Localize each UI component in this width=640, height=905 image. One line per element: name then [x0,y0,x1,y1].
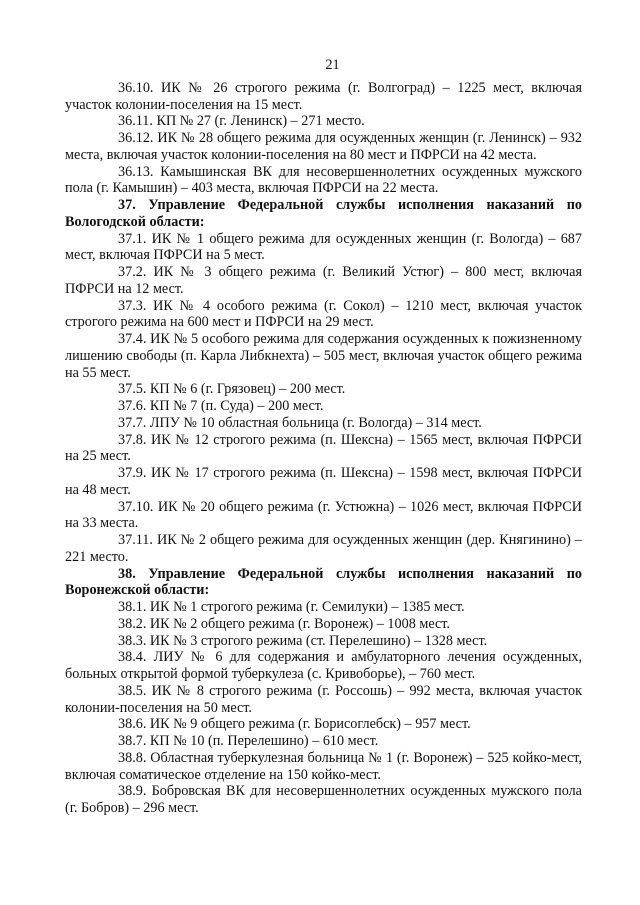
list-item: 37.10. ИК № 20 общего режима (г. Устюжна) – 1026 мест, включая ПФРСИ на 33 места. [65,498,582,532]
list-item: 38.2. ИК № 2 общего режима (г. Воронеж) – 1008 мест. [118,615,450,632]
list-item: 37.6. КП № 7 (п. Суда) – 200 мест. [118,398,324,414]
section-heading: 38. Управление Федеральной службы исполнения наказаний по Воронежской области: [65,565,582,599]
list-item: 38.8. Областная туберкулезная больница № 1 (г. Воронеж) – 525 койко-мест, включая соматическое отделение на 150 койко-мест. [65,749,582,783]
list-item: 37.1. ИК № 1 общего режима для осужденных женщин (г. Вологда) – 687 мест, включая ПФРСИ на 5 мест. [65,230,582,264]
list-item: 36.12. ИК № 28 общего режима для осужденных женщин (г. Ленинск) – 932 места, включая участок колонии-поселения на 80 мест и ПФРСИ на 42 места. [65,130,582,163]
list-item: 37.2. ИК № 3 общего режима (г. Великий Устюг) – 800 мест, включая ПФРСИ на 12 мест. [65,264,582,297]
list-item: 37.8. ИК № 12 строгого режима (п. Шексна) – 1565 мест, включая ПФРСИ на 25 мест. [65,431,582,465]
list-item: 38.7. КП № 10 (п. Перелешино) – 610 мест. [118,733,379,749]
list-item: 37.5. КП № 6 (г. Грязовец) – 200 мест. [118,381,346,398]
list-item: 37.11. ИК № 2 общего режима для осужденных женщин (дер. Княгинино) – 221 место. [65,532,582,565]
list-item: 37.4. ИК № 5 особого режима для содержания осужденных к пожизненному лишению свободы (п. Карла Либкнехта) – 505 мест, включая участок общего режима на 55 мест. [65,331,582,381]
list-item: 37.9. ИК № 17 строгого режима (п. Шексна) – 1598 мест, включая ПФРСИ на 48 мест. [65,465,582,498]
list-item: 38.6. ИК № 9 общего режима (г. Борисоглебск) – 957 мест. [118,716,471,733]
list-item: 36.11. КП № 27 (г. Ленинск) – 271 место. [118,113,365,130]
list-item: 38.4. ЛИУ № 6 для содержания и амбулаторного лечения осужденных, больных открытой формой туберкулеза (с. Кривоборье), – 760 мест. [65,649,582,682]
list-item: 37.3. ИК № 4 особого режима (г. Сокол) – 1210 мест, включая участок строгого режима на 600 мест и ПФРСИ на 29 мест. [65,297,582,331]
page-number: 21 [325,57,340,73]
list-item: 37.7. ЛПУ № 10 областная больница (г. Вологда) – 314 мест. [118,414,482,431]
list-item: 36.10. ИК № 26 строгого режима (г. Волгоград) – 1225 мест, включая участок колонии-поселения на 15 мест. [65,79,582,113]
list-item: 36.13. Камышинская ВК для несовершеннолетних осужденных мужского пола (г. Камышин) – 403 места, включая ПФРСИ на 22 места. [65,163,582,197]
list-item: 38.9. Бобровская ВК для несовершеннолетних осужденных мужского пола (г. Бобров) – 296 мест. [65,783,582,816]
document-body [65,80,582,817]
document-page [65,57,582,817]
list-item: 38.5. ИК № 8 строгого режима (г. Россошь) – 992 места, включая участок колонии-поселения на 50 мест. [65,682,582,716]
list-item: 38.1. ИК № 1 строгого режима (г. Семилуки) – 1385 мест. [118,599,465,615]
list-item: 38.3. ИК № 3 строгого режима (ст. Перелешино) – 1328 мест. [118,632,488,649]
section-heading: 37. Управление Федеральной службы исполнения наказаний по Вологодской области: [65,197,582,230]
